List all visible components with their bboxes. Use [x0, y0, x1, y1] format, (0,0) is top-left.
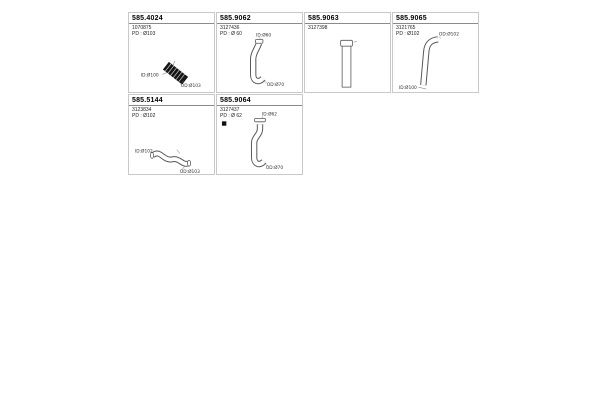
oe-number: 3123834	[132, 107, 152, 113]
part-meta	[393, 24, 478, 38]
part-header	[217, 13, 302, 24]
part-meta	[129, 106, 214, 120]
oe-number: 3127436	[220, 25, 240, 31]
marker-square	[222, 121, 226, 125]
part-cell-585-9064	[216, 94, 303, 175]
dim-label-od: OD:Ø103	[179, 170, 200, 174]
part-meta	[217, 106, 302, 120]
dim-label-od: OD:Ø70	[266, 83, 285, 89]
dim-label-od: OD:Ø103	[180, 84, 201, 90]
part-header	[305, 13, 390, 24]
dim-label-id: ID:Ø102	[134, 149, 153, 155]
dim-label-od: OD:Ø70	[265, 166, 284, 172]
part-header	[393, 13, 478, 24]
part-meta	[305, 24, 390, 32]
pd-spec: PD : Ø 62	[220, 113, 242, 119]
dim-label-od: OD:Ø102	[438, 32, 460, 38]
oe-number: 1070875	[132, 25, 152, 31]
dim-label-id: ID:Ø60	[256, 33, 272, 39]
part-header	[129, 95, 214, 106]
part-header	[129, 13, 214, 24]
pd-spec: PD : Ø102	[396, 31, 420, 37]
pd-spec: PD : Ø102	[132, 113, 156, 119]
part-code: 585.4024	[132, 15, 163, 22]
oe-number: 3127437	[220, 107, 240, 113]
part-meta	[217, 24, 302, 38]
pd-spec: PD : Ø 60	[220, 31, 242, 37]
oe-number: 3121765	[396, 25, 416, 31]
part-meta	[129, 24, 214, 38]
dim-label-id: ID:Ø100	[398, 86, 417, 92]
part-cell-585-9063	[304, 12, 391, 93]
part-header	[217, 95, 302, 106]
part-cell-585-4024	[128, 12, 215, 93]
part-cell-585-5144	[128, 94, 215, 175]
part-code: 585.9065	[396, 15, 427, 22]
dim-label-id: ID:Ø62	[261, 112, 278, 118]
pd-spec: PD : Ø103	[132, 31, 156, 37]
parts-catalog-grid	[128, 12, 479, 175]
part-code: 585.5144	[132, 97, 163, 104]
part-cell-585-9065	[392, 12, 479, 93]
part-code: 585.9064	[220, 97, 251, 104]
part-cell-585-9062	[216, 12, 303, 93]
dim-label-id: ID:Ø100	[140, 73, 159, 79]
part-code: 585.9062	[220, 15, 251, 22]
part-code: 585.9063	[308, 15, 339, 22]
oe-number: 3127398	[308, 25, 328, 31]
